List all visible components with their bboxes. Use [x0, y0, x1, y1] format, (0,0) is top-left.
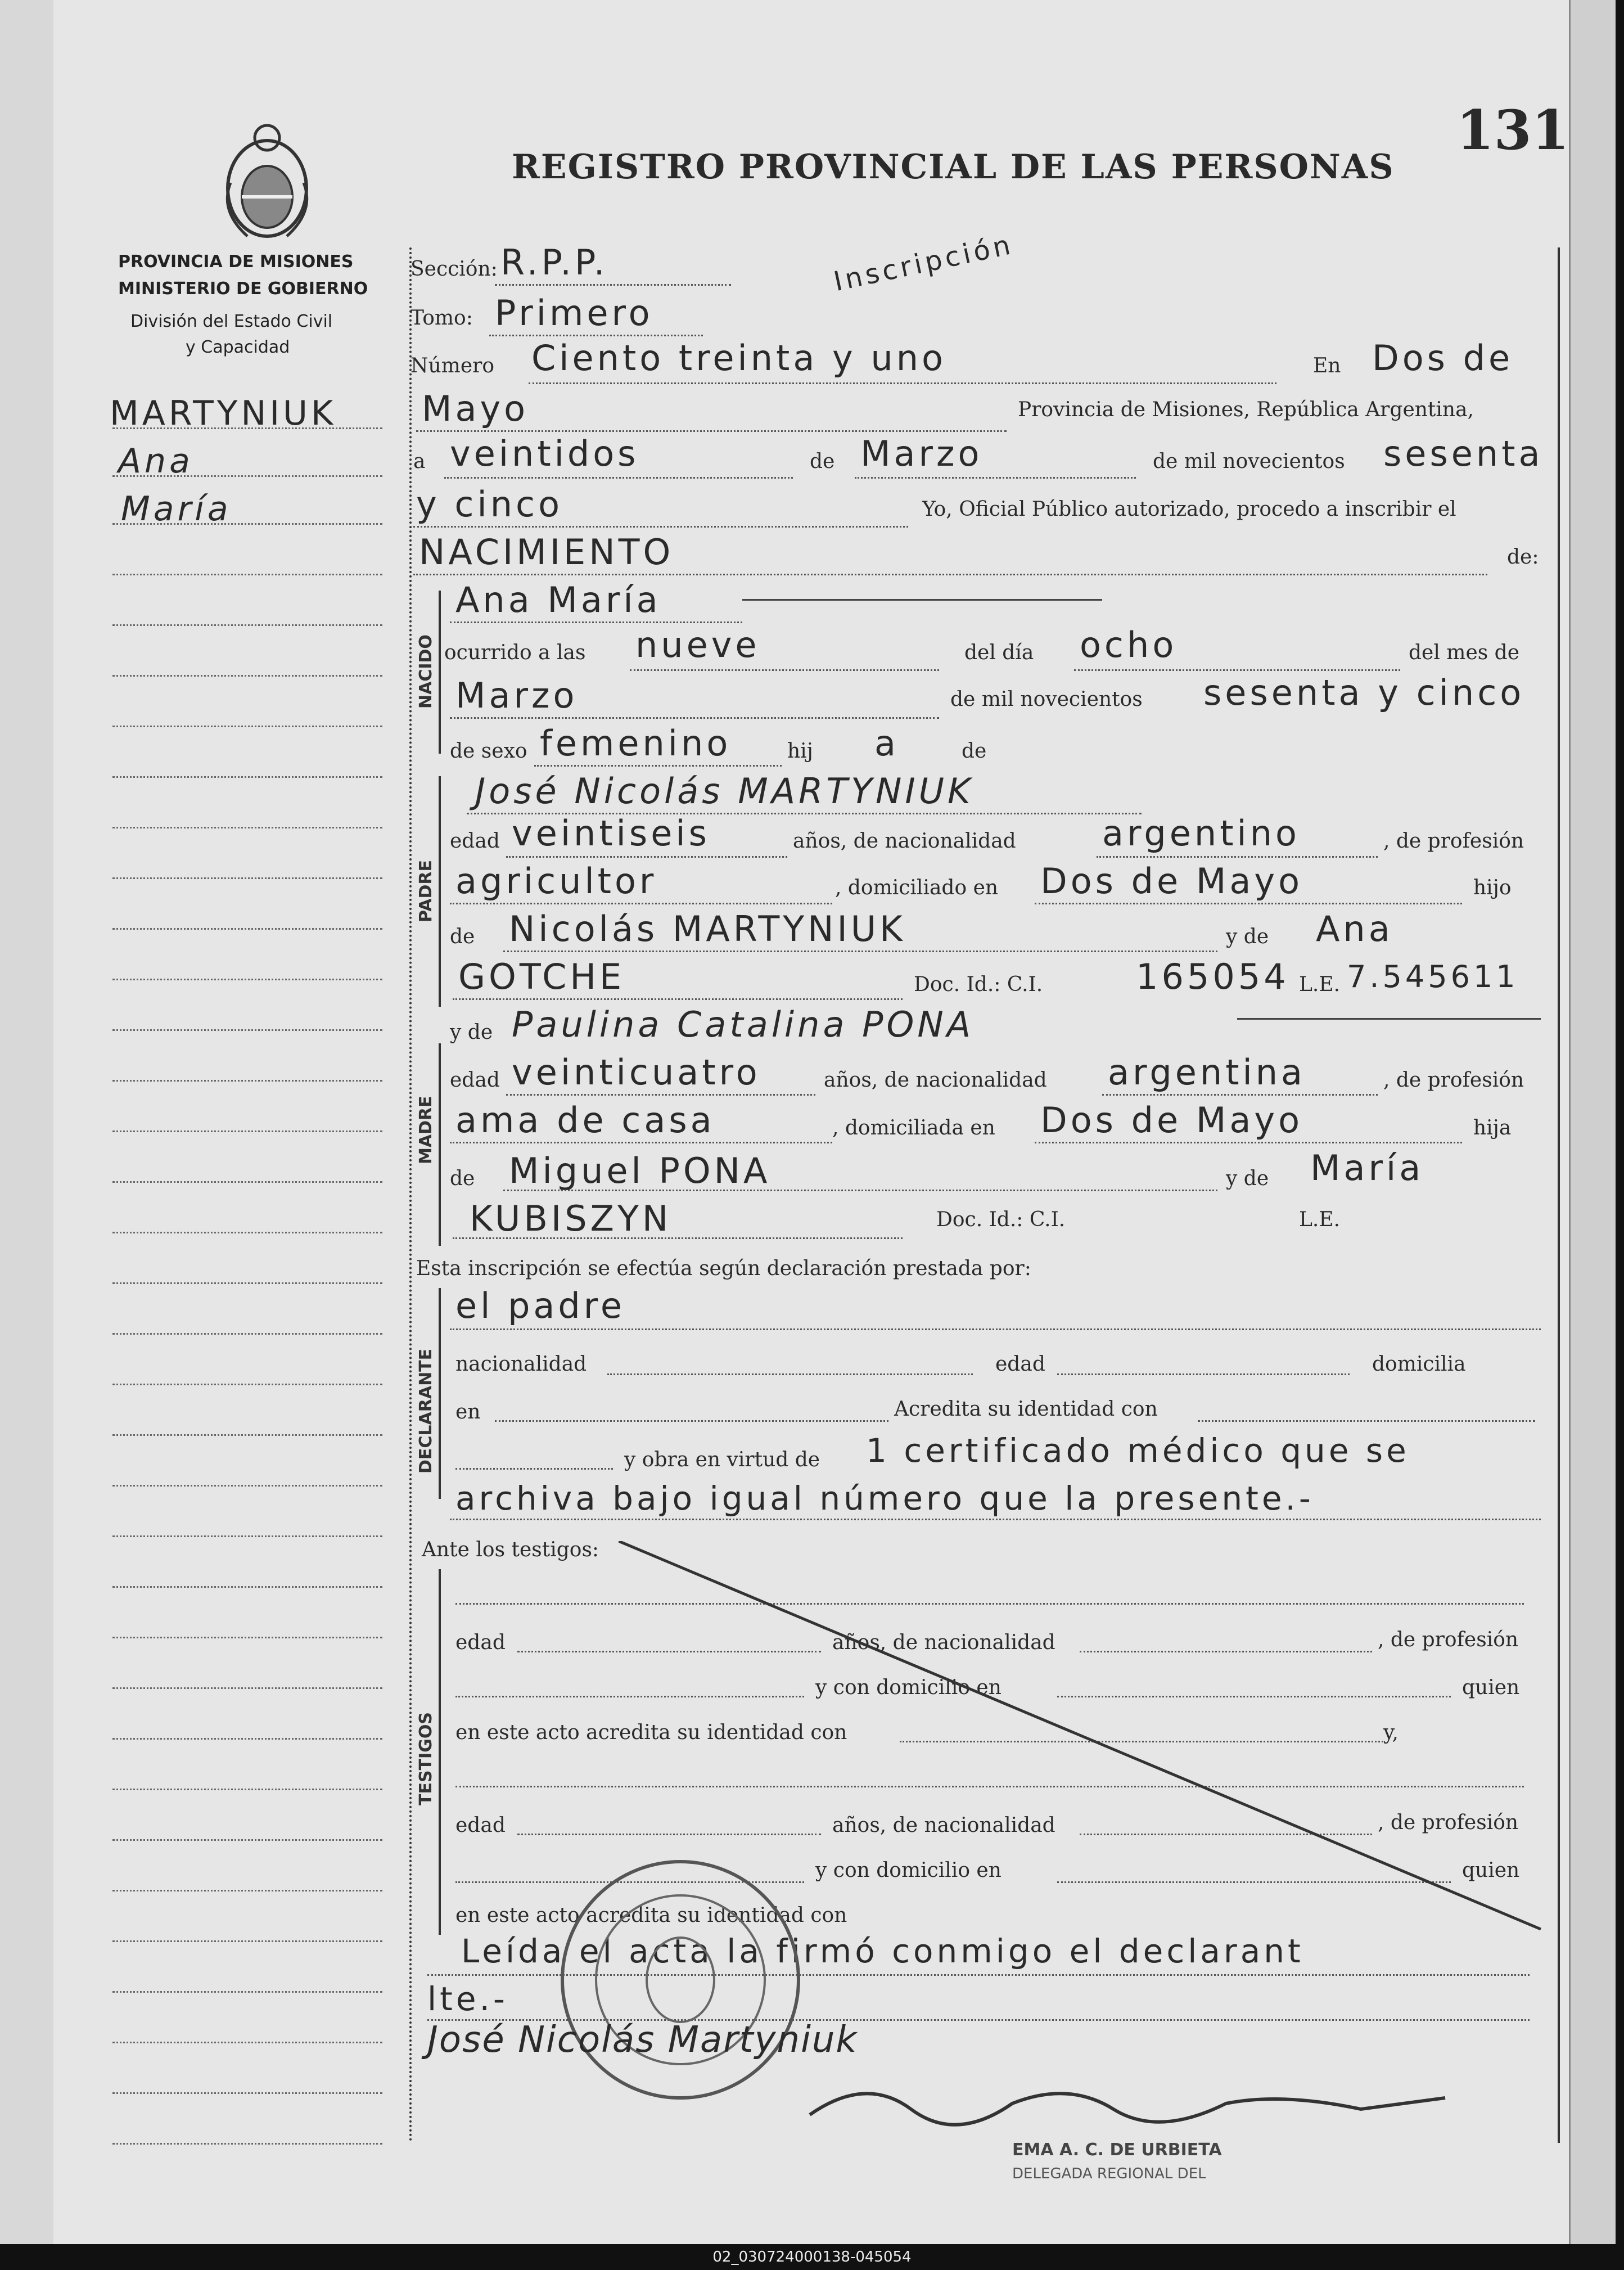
value-lugar: Mayo: [422, 388, 529, 429]
value-abuela-m2: KUBISZYN: [470, 1198, 672, 1239]
label-seccion: Sección:: [410, 258, 498, 281]
value-madre-dom: Dos de Mayo: [1040, 1100, 1303, 1141]
label-de-colon: de:: [1507, 546, 1539, 569]
label-de-mil-2: de mil novecientos: [950, 688, 1143, 711]
label-quien-t1: quien: [1462, 1676, 1520, 1699]
label-nacionalidad-decl: nacionalidad: [455, 1353, 587, 1376]
label-le-madre: L.E.: [1299, 1208, 1341, 1231]
value-seccion: R.P.P.: [500, 242, 608, 283]
value-tomo: Primero: [495, 292, 653, 334]
value-padre-dom: Dos de Mayo: [1040, 861, 1303, 902]
label-y-t1: y,: [1383, 1721, 1399, 1744]
value-anio2: y cinco: [416, 484, 563, 525]
value-leida-1: Leída el acta la firmó conmigo el declarant: [461, 1932, 1304, 1970]
label-de-madre: de: [450, 1167, 475, 1190]
label-prof-t2: , de profesión: [1378, 1811, 1519, 1834]
value-dia: veintidos: [450, 433, 639, 474]
label-domicilio-t1: y con domicilio en: [815, 1676, 1002, 1699]
label-del-mes: del mes de: [1409, 641, 1520, 664]
value-nombre: Ana María: [455, 579, 661, 620]
value-acto: NACIMIENTO: [419, 532, 674, 573]
label-acredita-t2: en este acto acredita su identidad con: [455, 1904, 847, 1927]
annotation-inscripcion: Inscripción: [831, 228, 1017, 298]
org-division: División del Estado Civil: [130, 312, 333, 331]
section-label-padre: PADRE: [416, 860, 436, 922]
value-padre: José Nicolás MARTYNIUK: [475, 771, 974, 812]
value-mes: Marzo: [860, 433, 983, 474]
label-edad-t1: edad: [455, 1631, 506, 1654]
value-obra-2: archiva bajo igual número que la presente.-: [455, 1479, 1314, 1517]
value-abuela-1: Ana: [1316, 908, 1393, 949]
label-doc-ci-madre: Doc. Id.: C.I.: [936, 1208, 1066, 1231]
label-domicilia: domicilia: [1372, 1353, 1466, 1376]
label-en: En: [1313, 354, 1341, 377]
label-y-de: y de: [1226, 925, 1269, 948]
label-profesion-madre: , de profesión: [1383, 1069, 1524, 1092]
value-madre: Paulina Catalina PONA: [512, 1004, 975, 1045]
label-testigos: Ante los testigos:: [422, 1538, 599, 1561]
section-label-declarante: DECLARANTE: [416, 1348, 436, 1474]
label-provincia: Provincia de Misiones, República Argentina,: [1018, 398, 1474, 421]
value-numero: Ciento treinta y uno: [531, 337, 946, 379]
value-abuela-2: GOTCHE: [458, 956, 625, 997]
label-hijo: hijo: [1473, 876, 1512, 899]
value-madre-prof: ama de casa: [455, 1100, 715, 1141]
book-spine: [1569, 0, 1616, 2244]
value-en: Dos de: [1372, 337, 1514, 379]
value-hora: nueve: [635, 624, 760, 665]
testigos-bracket: [439, 1569, 441, 1935]
label-en-decl: en: [455, 1400, 481, 1424]
coat-of-arms-icon: [214, 121, 321, 245]
label-doc-ci: Doc. Id.: C.I.: [914, 973, 1043, 996]
label-domiciliada: , domiciliada en: [832, 1116, 995, 1139]
label-ocurrido: ocurrido a las: [444, 641, 586, 664]
org-province: PROVINCIA DE MISIONES: [118, 252, 354, 272]
signature-official-icon: [799, 2070, 1473, 2137]
value-padre-le: 7.545611: [1347, 959, 1519, 994]
org-ministry: MINISTERIO DE GOBIERNO: [118, 279, 368, 299]
label-domicilio-t2: y con domicilio en: [815, 1859, 1002, 1882]
value-madre-nac: argentina: [1108, 1052, 1306, 1093]
value-mes-nac: Marzo: [455, 675, 578, 716]
form-right-border: [1558, 247, 1560, 2143]
scan-caption: 02_030724000138-045054: [0, 2244, 1624, 2270]
label-edad-t2: edad: [455, 1814, 506, 1837]
value-padre-ci: 165054: [1136, 956, 1289, 997]
label-prof-t1: , de profesión: [1378, 1628, 1519, 1651]
label-y-de-m: y de: [1226, 1167, 1269, 1190]
official-seal-icon: [551, 1850, 810, 2109]
value-declarante: el padre: [455, 1285, 626, 1326]
section-label-madre: MADRE: [416, 1096, 436, 1164]
label-sexo: de sexo: [450, 740, 527, 763]
label-profesion-padre: , de profesión: [1383, 830, 1524, 853]
label-a: a: [413, 450, 426, 473]
label-numero: Número: [410, 354, 495, 377]
label-anos-t2: años, de nacionalidad: [832, 1814, 1055, 1837]
label-edad-decl: edad: [995, 1353, 1045, 1376]
label-hij: hij: [787, 740, 813, 763]
label-edad-padre: edad: [450, 830, 500, 853]
label-yo: Yo, Oficial Público autorizado, procedo a inscribir el: [922, 498, 1456, 521]
label-tomo: Tomo:: [410, 307, 473, 330]
label-anos-nac-madre: años, de nacionalidad: [824, 1069, 1047, 1092]
label-inscripcion: Esta inscripción se efectúa según declaración prestada por:: [416, 1257, 1031, 1280]
signature-declarante: José Nicolás Martyniuk: [427, 2019, 858, 2061]
label-de: de: [810, 450, 835, 473]
label-obra: y obra en virtud de: [624, 1448, 820, 1471]
label-acredita-t1: en este acto acredita su identidad con: [455, 1721, 847, 1744]
label-de-3: de: [450, 925, 475, 948]
declarante-bracket: [439, 1288, 441, 1499]
previous-page-edge: [0, 0, 56, 2244]
value-dia-nac: ocho: [1080, 624, 1178, 665]
label-del-dia: del día: [964, 641, 1034, 664]
page-title: REGISTRO PROVINCIAL DE LAS PERSONAS: [512, 147, 1395, 187]
value-abuela-m1: María: [1310, 1147, 1424, 1188]
value-padre-nac: argentino: [1102, 813, 1300, 854]
value-sexo: femenino: [540, 723, 732, 764]
value-madre-edad: veinticuatro: [512, 1052, 761, 1093]
padre-bracket: [439, 776, 441, 1007]
label-de-mil: de mil novecientos: [1153, 450, 1345, 473]
label-le: L.E.: [1299, 973, 1341, 996]
label-acredita: Acredita su identidad con: [894, 1398, 1158, 1421]
label-y-de-2: y de: [450, 1021, 493, 1044]
org-capacity: y Capacidad: [186, 337, 290, 357]
official-title: DELEGADA REGIONAL DEL: [1012, 2165, 1206, 2182]
value-anio-nac: sesenta y cinco: [1203, 672, 1525, 713]
value-padre-edad: veintiseis: [512, 813, 710, 854]
value-leida-2: lte.-: [427, 1980, 508, 2018]
value-anio1: sesenta: [1383, 433, 1544, 474]
nacido-bracket: [439, 591, 441, 754]
madre-bracket: [439, 1043, 441, 1246]
label-anos-nac-padre: años, de nacionalidad: [793, 830, 1016, 853]
label-hija: hija: [1473, 1116, 1512, 1139]
label-edad-madre: edad: [450, 1069, 500, 1092]
margin-name-1: Ana: [118, 442, 193, 481]
value-hija-suffix: a: [874, 723, 899, 764]
value-abuelo: Nicolás MARTYNIUK: [509, 908, 906, 949]
section-label-testigos: TESTIGOS: [416, 1712, 436, 1805]
form-left-border: [409, 247, 412, 2143]
value-padre-prof: agricultor: [455, 861, 657, 902]
official-name: EMA A. C. DE URBIETA: [1012, 2140, 1222, 2160]
label-quien-t2: quien: [1462, 1859, 1520, 1882]
page-number: 131: [1456, 98, 1569, 162]
value-obra-1: 1 certificado médico que se: [866, 1431, 1410, 1470]
label-anos-t1: años, de nacionalidad: [832, 1631, 1055, 1654]
section-label-nacido: NACIDO: [416, 634, 436, 709]
value-abuelo-m: Miguel PONA: [509, 1150, 771, 1191]
margin-surname: MARTYNIUK: [110, 394, 337, 433]
label-de-2: de: [962, 740, 987, 763]
label-domiciliado: , domiciliado en: [835, 876, 999, 899]
margin-name-2: María: [121, 489, 232, 529]
